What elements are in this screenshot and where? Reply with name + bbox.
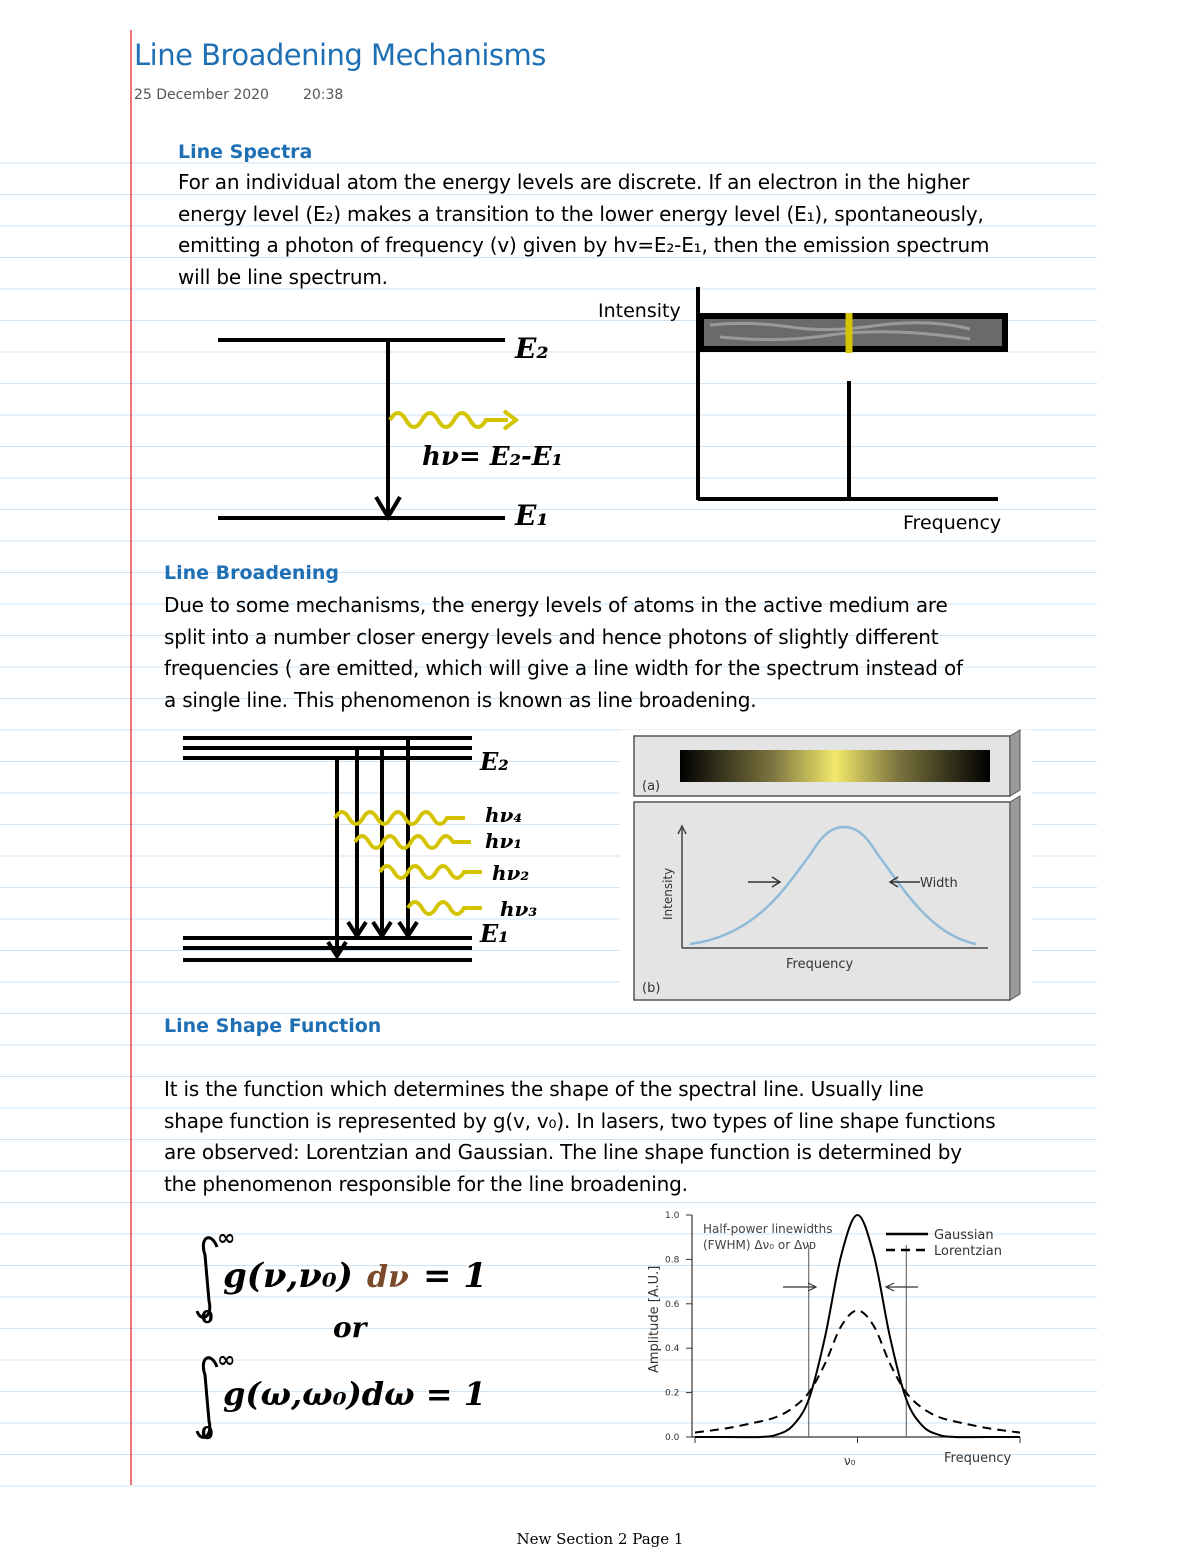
broadened-spectrum-figure <box>620 730 1032 1012</box>
photon-label: hν₁ <box>485 829 523 853</box>
broadened-levels-diagram <box>180 730 550 970</box>
lower-limit: 0 <box>201 1423 214 1444</box>
integral-sign <box>197 1238 217 1318</box>
upper-level-label: E₂ <box>515 332 549 365</box>
text-line: emitting a photon of frequency (v) given by hv=E₂-E₁, then the emission spectrum <box>178 233 990 257</box>
chart-y-label: Amplitude [A.U.] <box>647 1265 662 1373</box>
intensity-axis-label: Intensity <box>598 300 681 322</box>
text-line: the phenomenon responsible for the line broadening. <box>164 1171 688 1196</box>
frequency-axis-label: Frequency <box>903 512 1002 534</box>
chart-y-tick-label: 0.0 <box>665 1433 680 1443</box>
legend-lorentzian-label: Lorentzian <box>934 1244 1003 1259</box>
photon-label: hν₂ <box>492 861 530 885</box>
page-title: Line Broadening Mechanisms <box>134 38 546 72</box>
lower-level-label: E₁ <box>480 919 509 948</box>
text-line: energy level (E₂) makes a transition to the lower energy level (E₁), spontaneously, <box>178 201 984 226</box>
text-line: will be line spectrum. <box>178 264 388 289</box>
text-line: shape function is represented by g(v, v₀). In lasers, two types of line shape functions <box>164 1108 996 1133</box>
photon-label: hν₄ <box>485 803 523 827</box>
chart-y-tick-label: 0.8 <box>665 1255 680 1266</box>
energy-level-diagram <box>210 325 610 535</box>
lower-limit: 0 <box>201 1307 214 1328</box>
text-line: It is the function which determines the shape of the spectral line. Usually line <box>164 1077 924 1101</box>
panel-b-label: (b) <box>642 981 661 996</box>
normalization-equations <box>195 1225 545 1444</box>
page-footer: New Section 2 Page 1 <box>516 1530 684 1548</box>
photon-wave <box>390 413 508 427</box>
text-line: For an individual atom the energy levels are discrete. If an electron in the higher <box>178 170 970 194</box>
upper-limit: ∞ <box>217 1226 236 1251</box>
paragraph-line-shape-function <box>164 1074 995 1200</box>
text-line: split into a number closer energy levels and hence photons of slightly different <box>164 624 939 649</box>
legend-gaussian-label: Gaussian <box>934 1228 994 1243</box>
heading-line-broadening: Line Broadening <box>164 562 340 584</box>
text-line: frequencies ( are emitted, which will give a line width for the spectrum instead of <box>164 656 963 680</box>
width-label: Width <box>920 876 958 891</box>
frequency-axis-label: Frequency <box>786 957 854 972</box>
paragraph-line-broadening <box>164 590 963 716</box>
text-line: Due to some mechanisms, the energy levels of atoms in the active medium are <box>164 593 948 617</box>
chart-y-tick-label: 0.2 <box>665 1388 680 1399</box>
text-line: are observed: Lorentzian and Gaussian. The line shape function is determined by <box>164 1140 962 1164</box>
eq1-rhs: = 1 <box>423 1256 487 1296</box>
gaussian-lorentzian-chart <box>640 1205 1030 1475</box>
line-spectrum-plot <box>690 285 1010 510</box>
photon-energy-label: hν= E₂-E₁ <box>422 442 563 472</box>
page-date: 25 December 2020 <box>134 87 269 103</box>
upper-limit: ∞ <box>217 1348 236 1373</box>
heading-line-spectra: Line Spectra <box>178 141 313 163</box>
eq1-lhs: g(ν,ν₀) <box>223 1256 353 1296</box>
chart-annotation: (FWHM) Δν₀ or Δνᴅ <box>703 1238 817 1252</box>
chart-y-tick-label: 1.0 <box>665 1211 680 1221</box>
page-datetime <box>134 87 343 103</box>
eq1-differential: dν <box>367 1260 409 1295</box>
intensity-axis-label: Intensity <box>661 867 675 920</box>
page-time: 20:38 <box>302 87 344 103</box>
series-lorentzian <box>695 1311 1020 1433</box>
photon-label: hν₃ <box>500 897 538 921</box>
panel-a-label: (a) <box>642 779 661 794</box>
upper-level-label: E₂ <box>480 747 509 776</box>
chart-y-tick-label: 0.6 <box>665 1299 680 1310</box>
broadened-spectrum-strip <box>680 750 990 782</box>
chart-x-label: Frequency <box>944 1451 1012 1466</box>
text-line: a single line. This phenomenon is known as line broadening. <box>164 687 757 712</box>
chart-y-tick-label: 0.4 <box>665 1344 680 1355</box>
lower-level-label: E₁ <box>515 499 549 532</box>
paragraph-line-spectra <box>178 167 989 293</box>
chart-annotation: Half-power linewidths <box>703 1222 833 1236</box>
eq2: g(ω,ω₀)dω = 1 <box>223 1375 486 1413</box>
chart-x-center-label: ν₀ <box>844 1454 856 1468</box>
heading-line-shape-function: Line Shape Function <box>164 1015 382 1037</box>
or-label: or <box>333 1311 367 1344</box>
